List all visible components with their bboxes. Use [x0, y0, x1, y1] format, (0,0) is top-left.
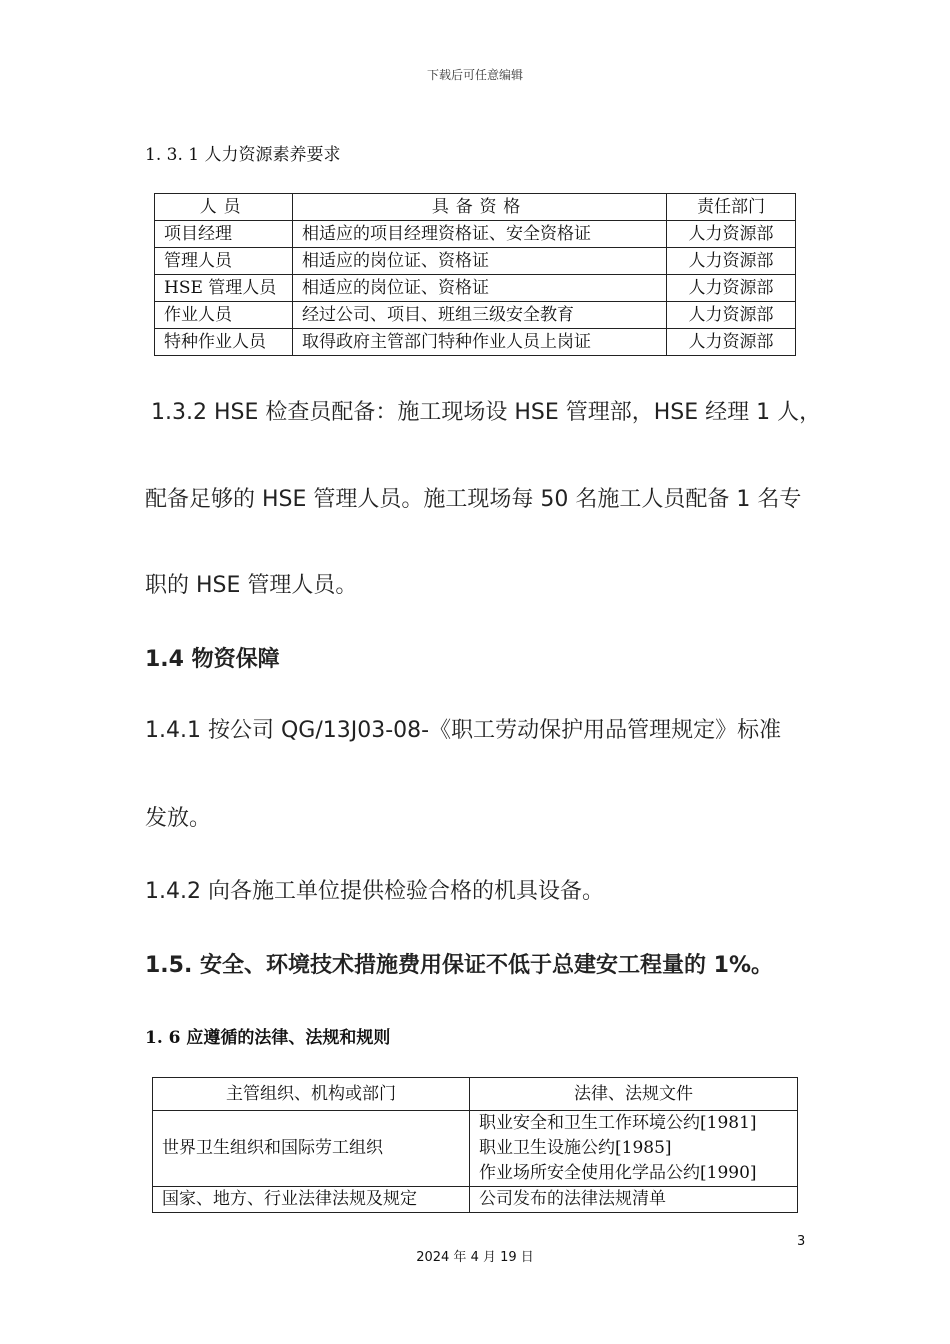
cell-personnel: 作业人员 [155, 302, 293, 329]
table-row [155, 275, 796, 302]
table-row [155, 221, 796, 248]
cell-department: 人力资源部 [667, 248, 796, 275]
personnel-qualification-table [154, 193, 796, 356]
column-header-department: 责任部门 [667, 194, 796, 221]
cell-qualification: 经过公司、项目、班组三级安全教育 [293, 302, 667, 329]
cell-department: 人力资源部 [667, 221, 796, 248]
cell-personnel: 特种作业人员 [155, 329, 293, 356]
page-header: 下载后可任意编辑 [426, 68, 523, 82]
cell-qualification: 相适应的项目经理资格证、安全资格证 [293, 221, 667, 248]
document-item: 公司发布的法律法规清单 [479, 1189, 666, 1209]
cell-qualification: 相适应的岗位证、资格证 [293, 248, 667, 275]
table-row [153, 1187, 798, 1213]
cell-qualification: 相适应的岗位证、资格证 [293, 275, 667, 302]
document-item: 职业卫生设施公约[1985] [479, 1138, 672, 1158]
section-1-4-title: 1.4 物资保障 [145, 647, 280, 672]
laws-regulations-table [152, 1077, 798, 1213]
cell-documents [470, 1187, 798, 1213]
page-number: 3 [797, 1234, 806, 1249]
table-header-row [155, 194, 796, 221]
column-header-documents: 法律、法规文件 [470, 1078, 798, 1111]
cell-personnel: 管理人员 [155, 248, 293, 275]
document-item: 职业安全和卫生工作环境公约[1981] [479, 1113, 757, 1133]
cell-department: 人力资源部 [667, 329, 796, 356]
table-header-row [153, 1078, 798, 1111]
cell-department: 人力资源部 [667, 302, 796, 329]
cell-documents [470, 1111, 798, 1187]
cell-personnel: HSE 管理人员 [155, 275, 293, 302]
column-header-personnel: 人员 [155, 194, 293, 221]
section-1-3-2-line-1: 1.3.2 HSE 检查员配备：施工现场设 HSE 管理部，HSE 经理 1 人， [151, 400, 822, 425]
section-1-3-2-line-3: 职的 HSE 管理人员。 [145, 573, 358, 598]
section-1-4-1-line-1: 1.4.1 按公司 QG/13J03-08-《职工劳动保护用品管理规定》标准 [145, 718, 782, 743]
section-1-4-2-text: 1.4.2 向各施工单位提供检验合格的机具设备。 [145, 879, 604, 904]
section-1-4-1-line-2: 发放。 [145, 806, 212, 831]
table-row [155, 302, 796, 329]
cell-department: 人力资源部 [667, 275, 796, 302]
table-row [155, 329, 796, 356]
cell-qualification: 取得政府主管部门特种作业人员上岗证 [293, 329, 667, 356]
column-header-organization: 主管组织、机构或部门 [153, 1078, 470, 1111]
footer-date: 2024 年 4 月 19 日 [416, 1250, 534, 1265]
section-1-6-title: 1. 6 应遵循的法律、法规和规则 [145, 1028, 391, 1048]
document-item: 作业场所安全使用化学品公约[1990] [479, 1163, 757, 1183]
cell-organization: 国家、地方、行业法律法规及规定 [153, 1187, 470, 1213]
table-row [155, 248, 796, 275]
section-1-3-2-line-2: 配备足够的 HSE 管理人员。施工现场每 50 名施工人员配备 1 名专 [145, 487, 802, 512]
table-row [153, 1111, 798, 1187]
column-header-qualification: 具备资格 [293, 194, 667, 221]
section-1-5-title: 1.5. 安全、环境技术措施费用保证不低于总建安工程量的 1%。 [145, 953, 774, 978]
cell-personnel: 项目经理 [155, 221, 293, 248]
cell-organization: 世界卫生组织和国际劳工组织 [153, 1111, 470, 1187]
section-1-3-1-title: 1. 3. 1 人力资源素养要求 [145, 145, 341, 165]
